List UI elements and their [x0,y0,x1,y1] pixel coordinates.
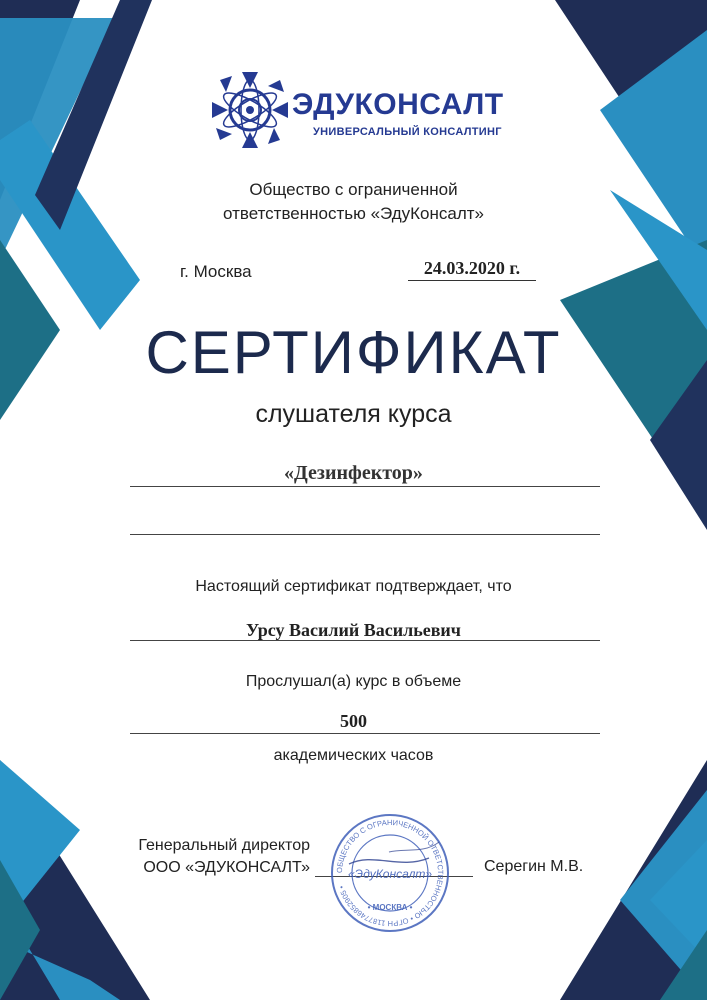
handwritten-signature [349,858,429,864]
stamp-outer-text: ОБЩЕСТВО С ОГРАНИЧЕННОЙ ОТВЕТСТВЕННОСТЬЮ • ОГРН 1187746852905 • [334,817,446,929]
city: г. Москва [180,262,252,281]
certificate-title: СЕРТИФИКАТ [145,319,562,386]
certificate-subtitle: слушателя курса [255,400,452,428]
organization-name [0,178,707,226]
course-underline [130,486,600,487]
director-position [100,835,310,879]
issue-date: 24.03.2020 г. [423,258,521,278]
hours-label: академических часов [273,747,434,764]
brand-tagline: УНИВЕРСАЛЬНЫЙ КОНСАЛТИНГ [313,126,502,138]
director-line-2: ООО «ЭДУКОНСАЛТ» [143,859,310,876]
student-underline [130,640,600,641]
director-line-1: Генеральный директор [138,837,310,854]
brand-name: ЭДУКОНСАЛТ [292,88,504,121]
hours-value: 500 [340,711,367,731]
issue-date-field [408,258,536,281]
stamp-bottom-text: • МОСКВА • [367,903,413,912]
org-line-1: Общество с ограниченной [249,180,458,199]
company-stamp [329,812,451,934]
confirm-text: Настоящий сертификат подтверждает, что [195,578,512,595]
org-line-2: ответственностью «ЭдуКонсалт» [222,204,484,223]
listened-text: Прослушал(а) курс в объеме [245,673,462,690]
student-name: Урсу Василий Васильевич [246,620,461,640]
signer-name: Серегин М.В. [484,858,584,875]
course-name: «Дезинфектор» [284,462,423,484]
hours-underline [130,733,600,734]
date-underline [408,280,536,281]
stamp-center-text: «ЭдуКонсалт» [347,867,433,881]
course-underline-2 [130,534,600,535]
